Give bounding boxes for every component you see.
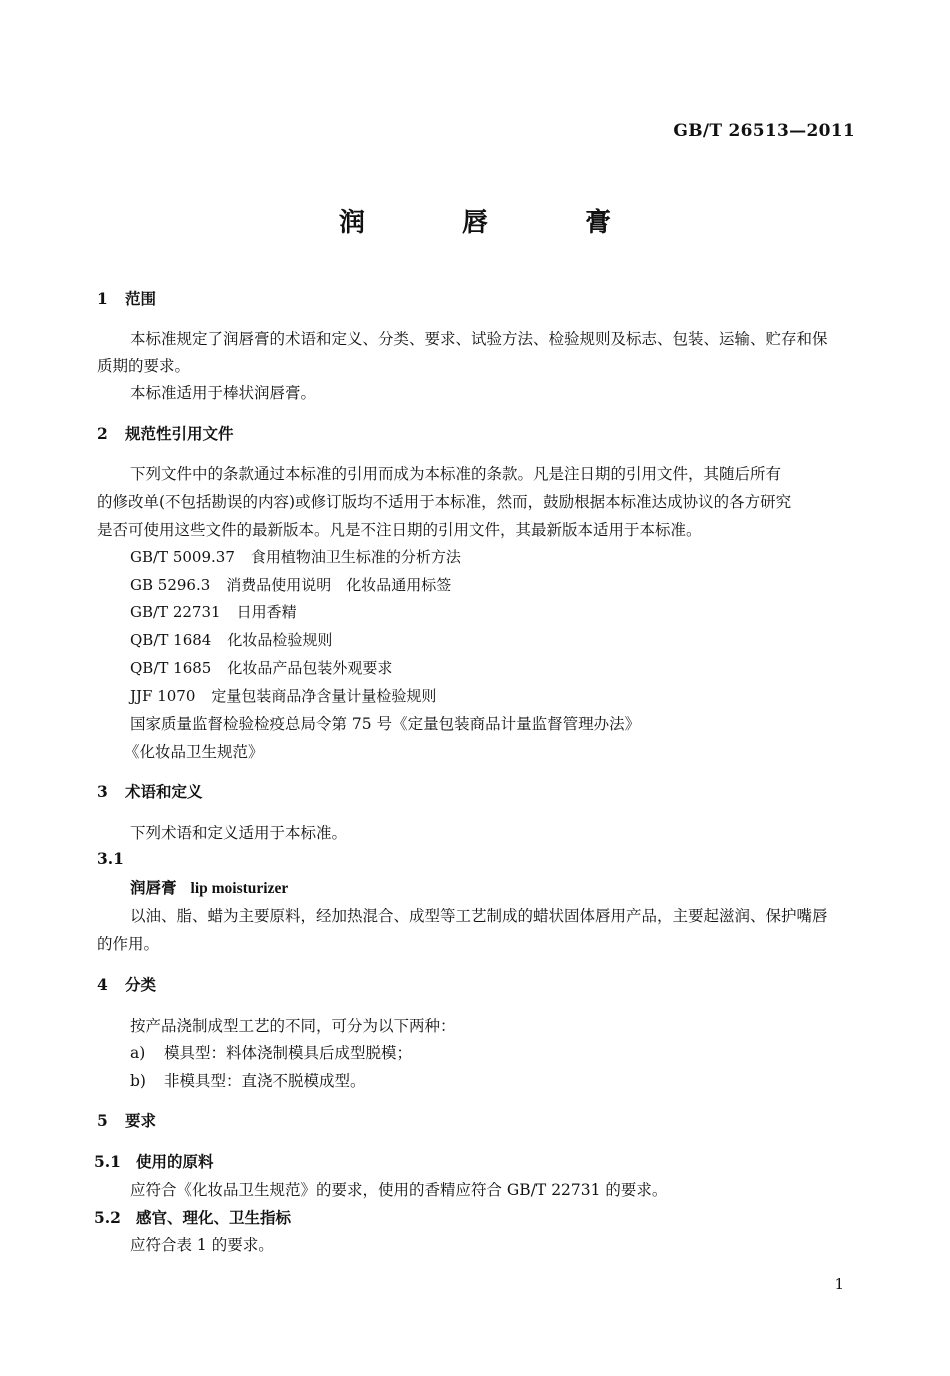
section-number: 3 <box>97 782 108 801</box>
reference-item: 国家质量监督检验检疫总局令第 75 号《定量包装商品计量监督管理办法》 <box>130 715 641 733</box>
definition-line: 的作用。 <box>97 935 160 953</box>
section-title: 要求 <box>125 1111 157 1130</box>
section-number: 5 <box>97 1111 108 1130</box>
reference-code: GB/T 22731 <box>130 603 221 621</box>
reference-code: QB/T 1685 <box>130 659 212 677</box>
list-label: b) <box>130 1072 146 1090</box>
section-1-heading <box>97 287 156 309</box>
list-item <box>130 1041 412 1063</box>
term-english: lip moisturizer <box>190 880 289 897</box>
paragraph-line: 应符合《化妆品卫生规范》的要求，使用的香精应符合 GB/T 22731 的要求。 <box>130 1181 668 1199</box>
page-number: 1 <box>834 1275 844 1293</box>
reference-code: JJF 1070 <box>130 687 196 705</box>
reference-name: 定量包装商品净含量计量检验规则 <box>211 687 437 705</box>
term-entry <box>130 876 288 898</box>
term-chinese: 润唇膏 <box>130 878 177 897</box>
subsection-heading <box>94 1206 291 1228</box>
section-number: 4 <box>97 975 108 994</box>
reference-name: 食用植物油卫生标准的分析方法 <box>250 548 461 566</box>
reference-name: 化妆品产品包装外观要求 <box>227 659 393 677</box>
paragraph-line: 本标准适用于棒状润唇膏。 <box>130 384 317 402</box>
section-2-heading <box>97 422 234 444</box>
section-title: 分类 <box>125 975 157 994</box>
paragraph-line: 应符合表 1 的要求。 <box>130 1236 274 1254</box>
reference-item <box>130 685 436 706</box>
reference-item: 《化妆品卫生规范》 <box>124 743 264 761</box>
list-text: 非模具型：直浇不脱模成型。 <box>164 1072 366 1090</box>
subsection-number: 5.2 <box>94 1208 121 1227</box>
paragraph-line: 下列术语和定义适用于本标准。 <box>130 824 348 842</box>
section-3-heading <box>97 780 203 802</box>
document-title: 润 唇 膏 <box>338 208 656 238</box>
reference-name: 消费品使用说明 化妆品通用标签 <box>226 576 452 594</box>
reference-item <box>130 657 392 678</box>
subsection-title: 使用的原料 <box>136 1152 214 1171</box>
subsection-heading <box>94 1150 214 1172</box>
subsection-number: 3.1 <box>97 849 124 868</box>
section-number: 1 <box>97 289 108 308</box>
subsection-title: 感官、理化、卫生指标 <box>136 1208 292 1227</box>
paragraph-line: 按产品浇制成型工艺的不同，可分为以下两种： <box>130 1017 456 1035</box>
definition-line: 以油、脂、蜡为主要原料，经加热混合、成型等工艺制成的蜡状固体唇用产品，主要起滋润、保护嘴唇 <box>130 907 828 925</box>
subsection-number: 5.1 <box>94 1152 121 1171</box>
reference-item <box>130 629 332 650</box>
paragraph-line: 的修改单(不包括勘误的内容)或修订版均不适用于本标准，然而，鼓励根据本标准达成协议的各方研究 <box>97 493 792 511</box>
list-item <box>130 1069 366 1091</box>
section-number: 2 <box>97 424 108 443</box>
reference-code: QB/T 1684 <box>130 631 212 649</box>
paragraph-line: 下列文件中的条款通过本标准的引用而成为本标准的条款。凡是注日期的引用文件，其随后所有 <box>130 465 782 483</box>
standard-code: GB/T 26513—2011 <box>673 121 855 141</box>
paragraph-line: 是否可使用这些文件的最新版本。凡是不注日期的引用文件，其最新版本适用于本标准。 <box>97 521 702 539</box>
list-text: 模具型：料体浇制模具后成型脱模； <box>164 1044 413 1062</box>
paragraph-line: 本标准规定了润唇膏的术语和定义、分类、要求、试验方法、检验规则及标志、包装、运输、贮存和保 <box>130 330 828 348</box>
reference-item <box>130 574 451 595</box>
reference-item <box>130 546 461 567</box>
section-title: 规范性引用文件 <box>125 424 234 443</box>
reference-item <box>130 601 297 622</box>
section-5-heading <box>97 1109 156 1131</box>
reference-code: GB/T 5009.37 <box>130 548 235 566</box>
reference-code: GB 5296.3 <box>130 576 211 594</box>
paragraph-line: 质期的要求。 <box>97 357 191 375</box>
list-label: a) <box>130 1044 146 1062</box>
reference-name: 日用香精 <box>236 603 297 621</box>
reference-name: 化妆品检验规则 <box>227 631 333 649</box>
section-4-heading <box>97 973 156 995</box>
section-title: 范围 <box>125 289 157 308</box>
section-title: 术语和定义 <box>125 782 203 801</box>
